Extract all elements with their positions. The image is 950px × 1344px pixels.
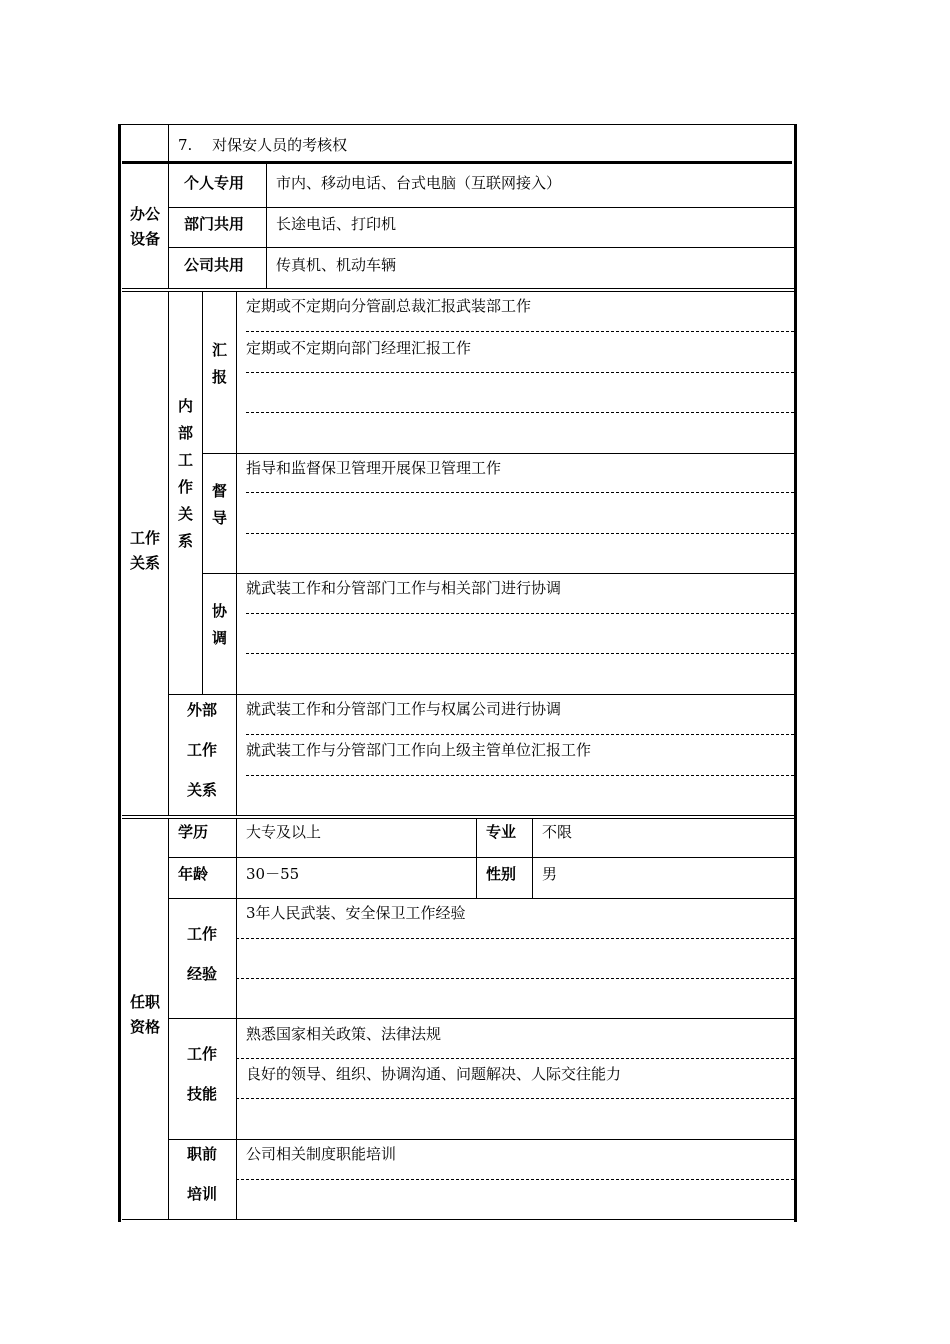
col-divider xyxy=(236,291,237,815)
external-label-2: 工作 xyxy=(186,741,217,759)
section-divider xyxy=(122,815,794,816)
qualifications-label-1: 任职 xyxy=(129,993,160,1011)
experience-label-2: 经验 xyxy=(186,965,217,983)
col-divider xyxy=(532,818,533,898)
skills-label-2: 技能 xyxy=(186,1085,217,1103)
supervise-item-1: 指导和监督保卫管理开展保卫管理工作 xyxy=(246,459,502,477)
major-label: 专业 xyxy=(486,823,517,841)
row-divider xyxy=(168,1139,794,1140)
dashed-line xyxy=(246,734,794,735)
col-divider xyxy=(168,164,169,288)
office-value-department: 长途电话、打印机 xyxy=(276,215,397,233)
dashed-line xyxy=(236,1098,794,1099)
row-divider xyxy=(168,247,794,248)
office-value-company: 传真机、机动车辆 xyxy=(276,256,397,274)
section-divider xyxy=(122,818,794,819)
report-label: 汇报 xyxy=(210,342,228,396)
dashed-line xyxy=(246,653,794,654)
coordinate-label: 协调 xyxy=(210,603,228,657)
major-value: 不限 xyxy=(542,823,573,841)
training-item-1: 公司相关制度职能培训 xyxy=(246,1145,397,1163)
supervise-label: 督导 xyxy=(210,483,228,537)
section-divider xyxy=(122,291,794,292)
training-label-1: 职前 xyxy=(186,1145,217,1163)
col-divider xyxy=(236,818,237,1220)
external-item-2: 就武装工作与分管部门工作向上级主管单位汇报工作 xyxy=(246,741,592,759)
top-border xyxy=(118,124,797,125)
skills-item-1: 熟悉国家相关政策、法律法规 xyxy=(246,1025,442,1043)
internal-relations-label: 内部工作关系 xyxy=(176,398,194,560)
external-item-1: 就武装工作和分管部门工作与权属公司进行协调 xyxy=(246,700,562,718)
report-item-2: 定期或不定期向部门经理汇报工作 xyxy=(246,339,472,357)
training-label-2: 培训 xyxy=(186,1185,217,1203)
dashed-line xyxy=(246,533,794,534)
dashed-line xyxy=(246,775,794,776)
dashed-line xyxy=(246,613,794,614)
qualifications-label-2: 资格 xyxy=(129,1018,160,1036)
col-divider xyxy=(168,124,169,162)
row-divider xyxy=(168,898,794,899)
section-divider xyxy=(122,161,792,164)
education-label: 学历 xyxy=(178,823,209,841)
row-divider xyxy=(168,857,794,858)
age-label: 年龄 xyxy=(178,865,209,883)
dashed-line xyxy=(246,331,794,332)
age-value: 30－55 xyxy=(246,865,300,883)
experience-item-1: 3年人民武装、安全保卫工作经验 xyxy=(246,904,466,922)
left-border xyxy=(118,124,121,1222)
skills-label-1: 工作 xyxy=(186,1045,217,1063)
dashed-line xyxy=(236,1058,794,1059)
dashed-line xyxy=(246,412,794,413)
row-divider xyxy=(168,694,794,695)
external-label-1: 外部 xyxy=(186,701,217,719)
office-key-personal: 个人专用 xyxy=(184,174,245,192)
row-divider xyxy=(202,573,794,574)
dashed-line xyxy=(246,372,794,373)
external-label-3: 关系 xyxy=(186,781,217,799)
col-divider xyxy=(168,291,169,815)
col-divider xyxy=(476,818,477,898)
experience-label-1: 工作 xyxy=(186,925,217,943)
office-key-department: 部门共用 xyxy=(184,215,245,233)
dashed-line xyxy=(246,492,794,493)
dashed-line xyxy=(236,938,794,939)
office-key-company: 公司共用 xyxy=(184,256,245,274)
row-divider xyxy=(168,1018,794,1019)
relations-label-2: 关系 xyxy=(129,554,160,572)
gender-label: 性别 xyxy=(486,865,517,883)
office-value-personal: 市内、移动电话、台式电脑（互联网接入） xyxy=(276,174,562,192)
row-divider xyxy=(168,207,794,208)
bottom-border xyxy=(122,1219,794,1220)
col-divider xyxy=(202,291,203,694)
report-item-1: 定期或不定期向分管副总裁汇报武装部工作 xyxy=(246,297,532,315)
coordinate-item-1: 就武装工作和分管部门工作与相关部门进行协调 xyxy=(246,579,562,597)
education-value: 大专及以上 xyxy=(246,823,322,841)
section-divider xyxy=(122,288,794,289)
relations-label-1: 工作 xyxy=(129,529,160,547)
dashed-line xyxy=(236,1179,794,1180)
row-divider xyxy=(202,453,794,454)
right-border xyxy=(794,124,797,1222)
authority-item-7: 7. 对保安人员的考核权 xyxy=(178,136,348,154)
office-label-1: 办公 xyxy=(129,205,160,223)
col-divider xyxy=(266,164,267,288)
dashed-line xyxy=(236,978,794,979)
gender-value: 男 xyxy=(542,865,558,883)
office-label-2: 设备 xyxy=(129,230,160,248)
skills-item-2: 良好的领导、组织、协调沟通、问题解决、人际交往能力 xyxy=(246,1065,622,1083)
